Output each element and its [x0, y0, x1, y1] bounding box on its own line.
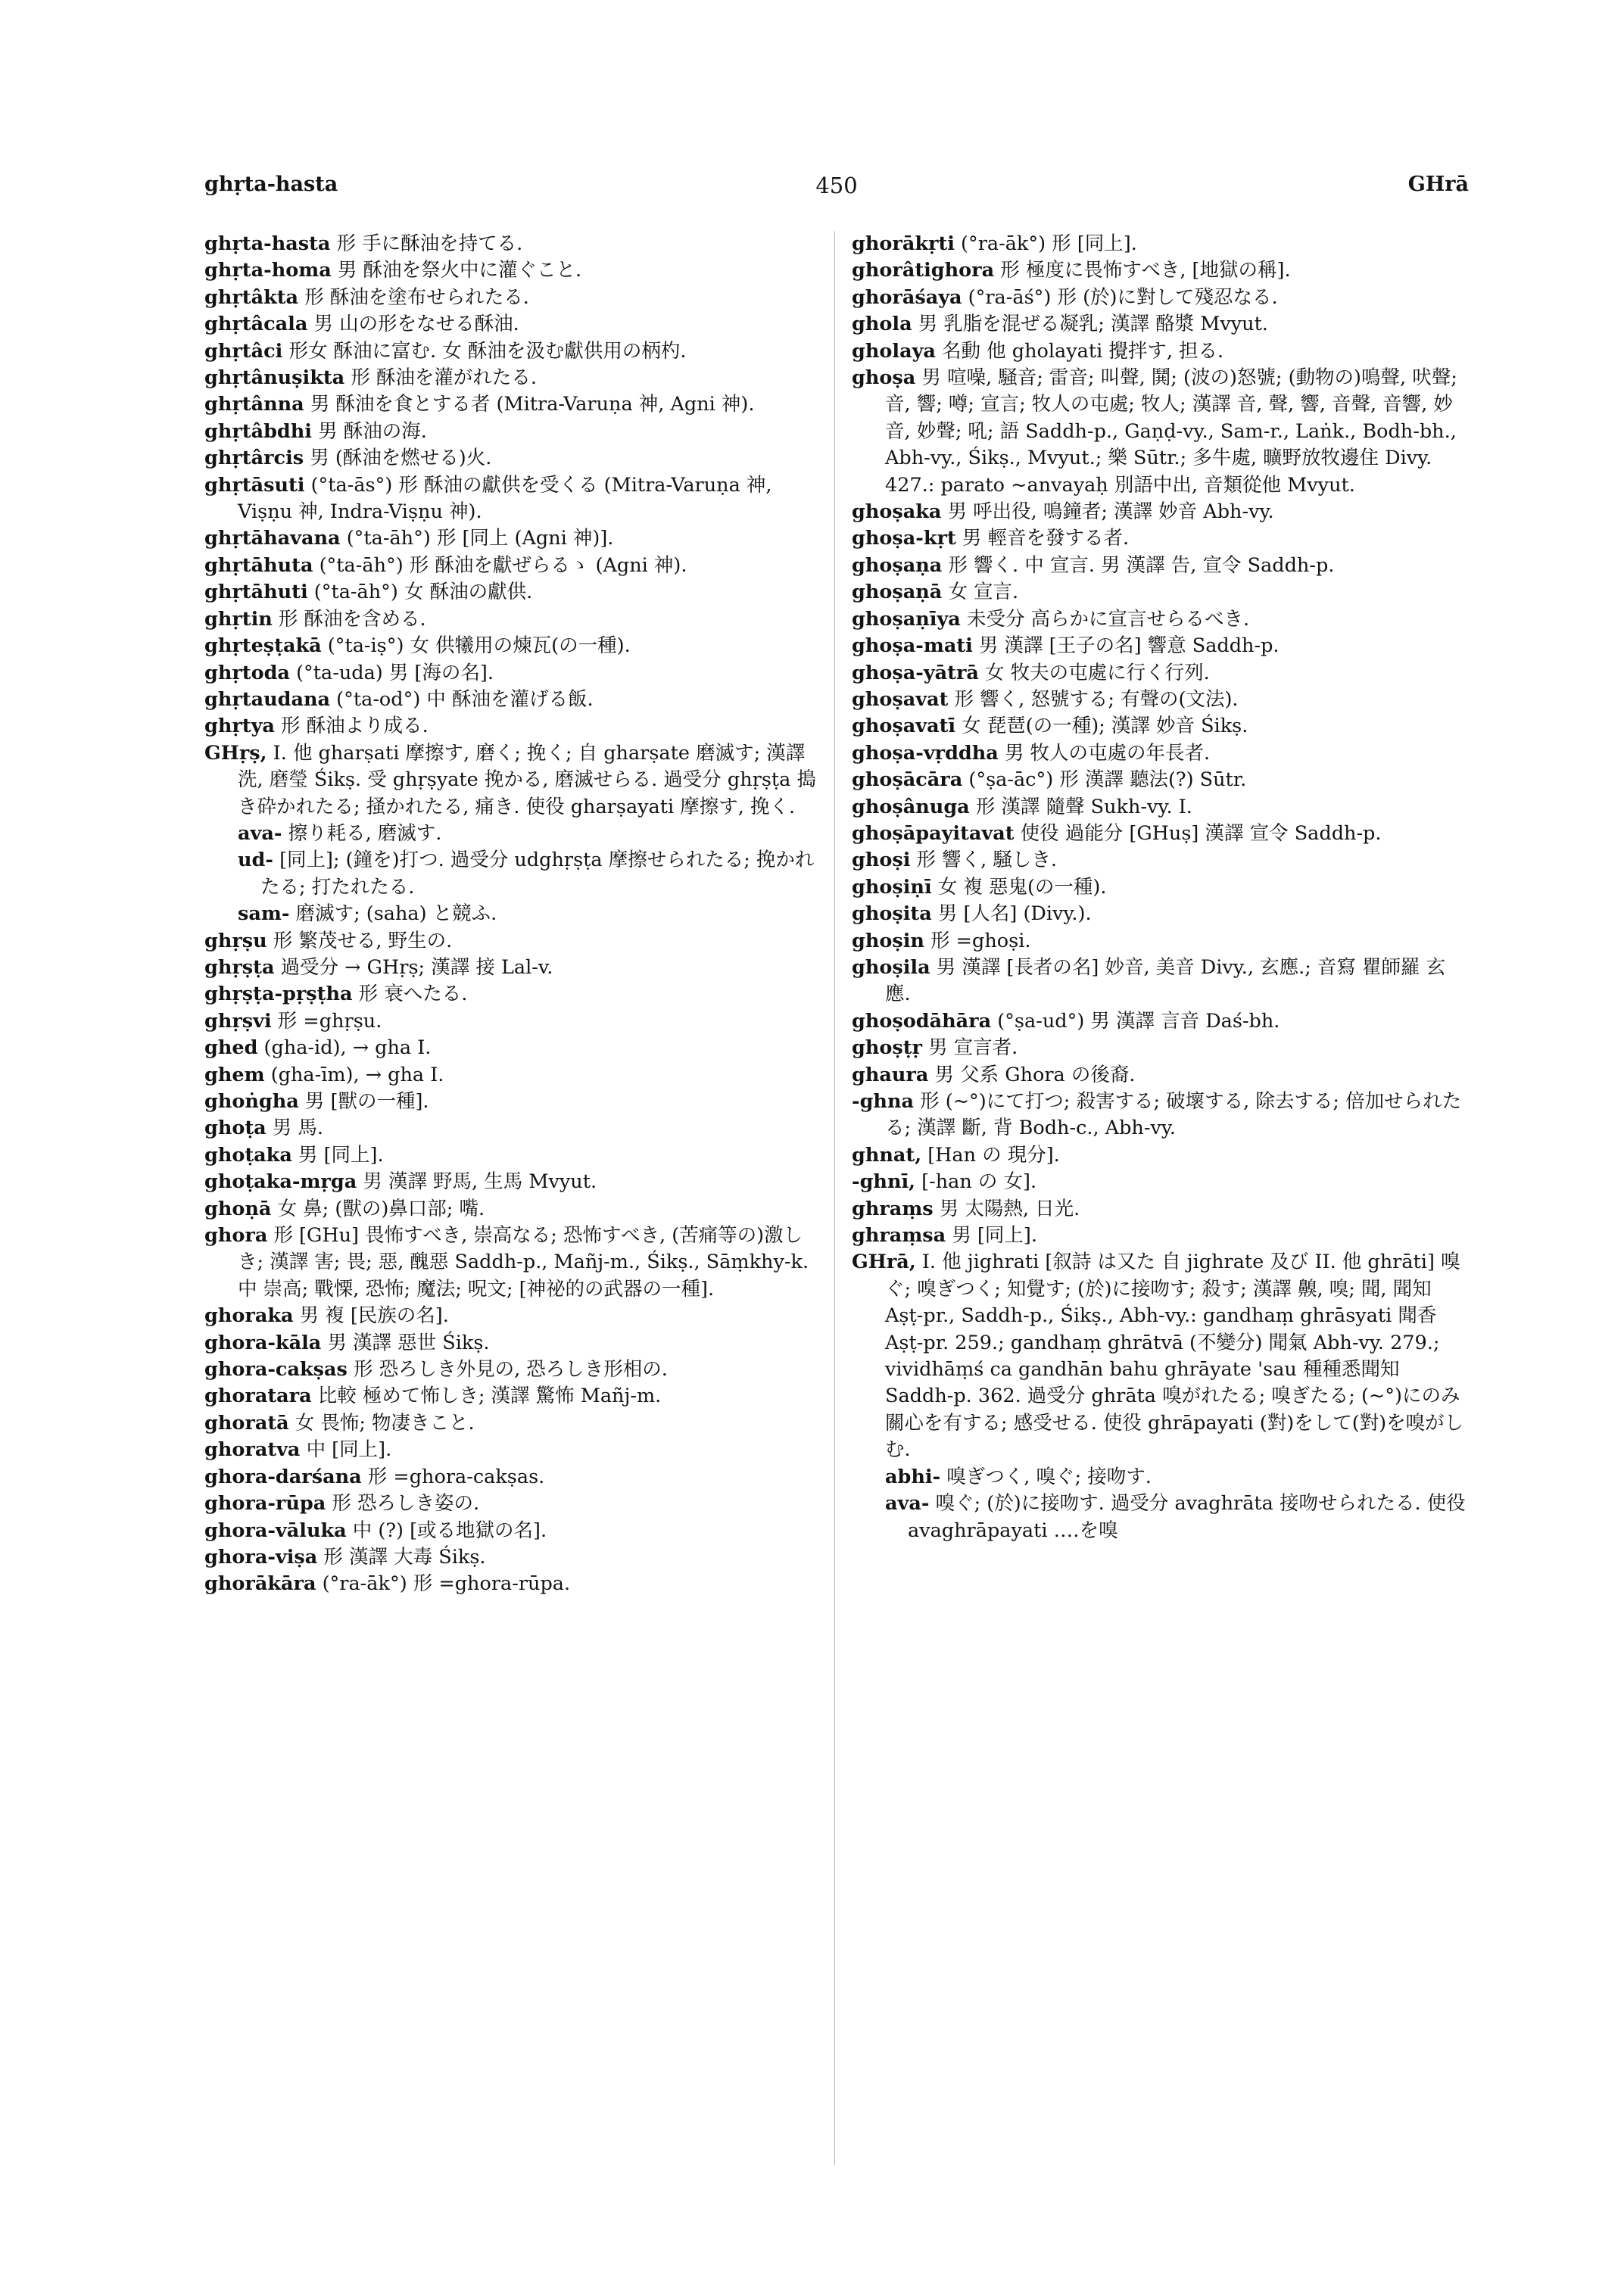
- definition: 形 響く, 騒しき.: [916, 849, 1057, 872]
- dictionary-entry: [852, 1008, 1469, 1035]
- dictionary-entry: [204, 981, 821, 1008]
- dictionary-entry: [204, 1035, 821, 1061]
- definition: (gha-id), → gha I.: [263, 1036, 432, 1060]
- definition: (°ra-āk°) 形 =ghora-rūpa.: [322, 1572, 571, 1596]
- headword: ghraṃs: [852, 1197, 934, 1220]
- headword: ghṛtoda: [204, 661, 290, 684]
- headword: ghoṣāpayitavat: [852, 821, 1015, 845]
- headword: ghṛtin: [204, 607, 273, 631]
- definition: (°ra-āk°) 形 [同上].: [961, 232, 1137, 255]
- definition: 名動 他 gholayati 攪拌す, 担る.: [942, 339, 1224, 363]
- dictionary-entry: [204, 419, 821, 445]
- definition: 女 琵琶(の一種); 漢譯 妙音 Śikṣ.: [962, 715, 1248, 738]
- dictionary-entry: [852, 1196, 1469, 1223]
- dictionary-entry: [852, 713, 1469, 740]
- headword: ghoṣiṇī: [852, 875, 932, 899]
- definition: 形 衰へたる.: [358, 983, 468, 1006]
- dictionary-entry: [204, 257, 821, 284]
- header-right-guide-word: GHrā: [1407, 173, 1469, 196]
- page-header: [204, 173, 1469, 210]
- dictionary-entry: [204, 391, 821, 418]
- dictionary-entry: [852, 1062, 1469, 1089]
- sub-entry: [852, 1491, 1469, 1544]
- dictionary-entry: [204, 1491, 821, 1517]
- headword: ghora: [204, 1224, 268, 1248]
- dictionary-entry: [204, 660, 821, 687]
- definition: 男 太陽熱, 日光.: [939, 1197, 1080, 1220]
- headword: ghoṣaka: [852, 500, 942, 524]
- definition: I. 他 gharṣati 摩擦す, 磨く; 挽く; 自 gharṣate 磨滅す; 漢譯 洗, 磨瑩 Śikṣ. 受 ghṛṣyate 挽かる, 磨滅せらる. 過受分 ghṛṣṭa 搗き砕かれたる; 掻かれたる, 痛き. 使役 gharṣayati 摩擦す, 挽く.: [238, 741, 816, 818]
- headword: ghoṣa: [852, 366, 916, 390]
- definition: 比較 極めて怖しき; 漢譯 驚怖 Mañj-m.: [317, 1385, 662, 1408]
- dictionary-entry: [852, 874, 1469, 901]
- headword: ghoṣaṇā: [852, 581, 943, 604]
- dictionary-entry: [852, 687, 1469, 713]
- definition: 擦り耗る, 磨滅す.: [288, 821, 442, 845]
- headword: ghṛtâbdhi: [204, 419, 312, 443]
- definition: 形 手に酥油を持てる.: [336, 232, 523, 255]
- headword: -ghnī,: [852, 1170, 916, 1194]
- definition: 男 [人名] (Divy.).: [937, 902, 1092, 926]
- dictionary-entry: [204, 1571, 821, 1597]
- sub-entry: [852, 1464, 1469, 1491]
- definition: (°ta-āh°) 形 [同上 (Agni 神)].: [346, 527, 614, 550]
- dictionary-entry: [204, 1089, 821, 1115]
- headword: ghem: [204, 1063, 265, 1086]
- headword: ghora-darśana: [204, 1465, 362, 1488]
- headword: ghṛtânuṣikta: [204, 366, 345, 390]
- headword: ghora-viṣa: [204, 1545, 318, 1569]
- headword: abhi-: [885, 1465, 941, 1488]
- dictionary-entry: [204, 365, 821, 391]
- headword: ghraṃsa: [852, 1224, 946, 1248]
- dictionary-entry: [204, 472, 821, 526]
- dictionary-entry: [204, 1544, 821, 1571]
- definition: 男 輕音を發する者.: [962, 527, 1130, 550]
- headword: ghed: [204, 1036, 258, 1060]
- dictionary-entry: [852, 1142, 1469, 1169]
- headword: ghora-rūpa: [204, 1492, 326, 1516]
- dictionary-entry: [852, 847, 1469, 874]
- headword: ghoṣita: [852, 902, 932, 926]
- definition: 男 漢譯 野馬, 生馬 Mvyut.: [363, 1170, 597, 1194]
- headword: ghṛtāhuta: [204, 553, 313, 577]
- definition: 形 酥油を含める.: [278, 607, 426, 631]
- dictionary-entry: [204, 1008, 821, 1035]
- dictionary-entry: [204, 740, 821, 821]
- definition: 形 恐ろしき姿の.: [332, 1492, 480, 1516]
- headword: ghora-cakṣas: [204, 1358, 348, 1382]
- dictionary-entry: [204, 687, 821, 713]
- headword: ghorākāra: [204, 1572, 316, 1596]
- dictionary-entry: [204, 1410, 821, 1437]
- definition: 女 宣言.: [948, 581, 1019, 604]
- definition: 女 鼻; (獸の)鼻口部; 嘴.: [277, 1197, 485, 1220]
- dictionary-entry: [204, 1357, 821, 1383]
- definition: 女 牧夫の屯處に行く行列.: [985, 661, 1210, 684]
- definition: 男 (酥油を燃せる)火.: [310, 447, 492, 470]
- headword: ghorâtighora: [852, 259, 995, 282]
- headword: ghṛṣṭa-pṛṣṭha: [204, 983, 353, 1006]
- definition: 男 宣言者.: [928, 1036, 1018, 1060]
- headword: ghoraka: [204, 1304, 294, 1328]
- definition: 女 畏怖; 物凄きこと.: [295, 1411, 475, 1435]
- dictionary-entry: [852, 901, 1469, 927]
- headword: ghoṭa: [204, 1117, 267, 1140]
- headword: ghoratara: [204, 1385, 312, 1408]
- dictionary-entry: [852, 794, 1469, 821]
- definition: 形 酥油を塗布せられたる.: [304, 285, 529, 309]
- dictionary-entry: [204, 633, 821, 659]
- definition: 形 極度に畏怖すべき, [地獄の稱].: [1000, 259, 1291, 282]
- definition: 中 (?) [或る地獄の名].: [352, 1519, 547, 1542]
- dictionary-entry: [852, 740, 1469, 767]
- headword: ghorāśaya: [852, 285, 962, 309]
- definition: 男 漢譯 惡世 Śikṣ.: [327, 1331, 490, 1354]
- header-left-guide-word: ghṛta-hasta: [204, 173, 338, 196]
- headword: GHrā,: [852, 1251, 916, 1274]
- headword: ghṛtâkta: [204, 285, 299, 309]
- dictionary-entry: [204, 1437, 821, 1463]
- headword: ghoṣânuga: [852, 795, 970, 818]
- dictionary-entry: [852, 606, 1469, 633]
- headword: ghoṭaka: [204, 1143, 292, 1167]
- headword: ghoṣaṇa: [852, 553, 943, 577]
- headword: ghṛṣvi: [204, 1009, 272, 1033]
- dictionary-entry: [852, 338, 1469, 365]
- dictionary-entry: [852, 955, 1469, 1008]
- headword: ghoṣa-kṛt: [852, 527, 956, 550]
- dictionary-entry: [852, 257, 1469, 284]
- headword: ghṛtâci: [204, 339, 283, 363]
- dictionary-entry: [852, 525, 1469, 552]
- headword: ghoṣavat: [852, 687, 949, 711]
- dictionary-entry: [204, 1115, 821, 1142]
- headword: ghoṣācāra: [852, 768, 963, 792]
- dictionary-entry: [204, 1518, 821, 1544]
- definition: 形 繁茂せる, 野生の.: [273, 929, 453, 952]
- definition: 嗅ぎつく, 嗅ぐ; 接吻す.: [946, 1465, 1152, 1488]
- headword: ghoṣi: [852, 849, 911, 872]
- definition: 形 漢譯 隨聲 Sukh-vy. I.: [975, 795, 1192, 818]
- definition: (°ta-āh°) 形 酥油を獻ぜらるゝ (Agni 神).: [319, 553, 687, 577]
- definition: (°ta-od°) 中 酥油を灌げる飯.: [336, 687, 594, 711]
- dictionary-entry: [852, 767, 1469, 793]
- definition: (gha-īm), → gha I.: [270, 1063, 444, 1086]
- dictionary-entry: [204, 553, 821, 579]
- definition: 男 山の形をなせる酥油.: [313, 313, 519, 336]
- page-number: 450: [815, 173, 858, 198]
- headword: ghoṭaka-mṛga: [204, 1170, 357, 1194]
- definition: (°ṣa-āc°) 形 漢譯 聽法(?) Sūtr.: [968, 768, 1247, 792]
- headword: ghṛtāsuti: [204, 473, 305, 497]
- definition: 形 [GHu] 畏怖すべき, 崇高なる; 恐怖すべき, (苦痛等の)激しき; 漢譯 害; 畏; 惡, 醜惡 Saddh-p., Mañj-m., Śikṣ., Sāṃkhy-k. 中 崇高; 戰慄, 恐怖; 魔法; 呪文; [神祕的の武器の一種].: [238, 1224, 809, 1301]
- definition: 磨滅す; (saha) と競ふ.: [295, 902, 497, 926]
- headword: ghoṣa-vṛddha: [852, 741, 999, 765]
- headword: ghṛtāhavana: [204, 527, 341, 550]
- definition: 男 酥油の海.: [318, 419, 427, 443]
- definition: 男 漢譯 [王子の名] 響意 Saddh-p.: [978, 634, 1280, 658]
- dictionary-entry: [852, 633, 1469, 659]
- dictionary-entry: [204, 338, 821, 365]
- definition: 形 酥油より成る.: [281, 715, 429, 738]
- dictionary-entry: [852, 579, 1469, 606]
- dictionary-entry: [204, 928, 821, 955]
- definition: 形女 酥油に富む. 女 酥油を汲む獻供用の柄杓.: [288, 339, 687, 363]
- headword: ghṛtaudana: [204, 687, 331, 711]
- headword: ghoṣa-mati: [852, 634, 973, 658]
- sub-entry: [204, 821, 821, 847]
- headword: ud-: [238, 849, 273, 872]
- definition: 嗅ぐ; (於)に接吻す. 過受分 avaghrāta 接吻せられたる. 使役 avaghrāpayati ‥‥を嗅: [908, 1492, 1466, 1542]
- dictionary-entry: [204, 285, 821, 311]
- definition: (°ta-uda) 男 [海の名].: [296, 661, 494, 684]
- definition: 形 響く, 怒號する; 有聲の(文法).: [954, 687, 1239, 711]
- headword: gholaya: [852, 339, 936, 363]
- headword: ava-: [885, 1492, 930, 1516]
- headword: ghṛtâcala: [204, 313, 308, 336]
- definition: 形 響く. 中 宣言. 男 漢譯 告, 宣令 Saddh-p.: [948, 553, 1335, 577]
- definition: I. 他 jighrati [叙詩 は又た 自 jighrate 及び II. 他 ghrāti] 嗅ぐ; 嗅ぎつく; 知覺す; (於)に接吻す; 殺す; 漢譯 齅, 嗅; 聞, 聞知 Aṣṭ-pr., Saddh-p., Śikṣ., Abh-vy.: gandhaṃ ghrāsyati 聞香 Aṣṭ-pr. 259.; gandhaṃ ghrātvā (不變分) 聞氣 Abh-vy. 279.; vividhāṃś ca gandhān bahu ghrāyate 'sau 種種悉聞知 Saddh-p. 362. 過受分 ghrāta 嗅がれたる; 嗅ぎたる; (~°)にのみ關心を有する; 感受せる. 使役 ghrāpayati (對)をして(對)を嗅がしむ.: [885, 1251, 1464, 1462]
- headword: ava-: [238, 821, 282, 845]
- dictionary-entry: [852, 821, 1469, 847]
- dictionary-entry: [852, 1089, 1469, 1142]
- definition: 形 =ghoṣi.: [930, 929, 1031, 952]
- headword: ghora-vāluka: [204, 1519, 347, 1542]
- definition: 形 恐ろしき外見の, 恐ろしき形相の.: [353, 1358, 668, 1382]
- headword: ghoṣavatī: [852, 715, 956, 738]
- right-column: [852, 231, 1469, 2169]
- headword: ghaura: [852, 1063, 929, 1086]
- definition: (°ṣa-ud°) 男 漢譯 言音 Daś-bh.: [997, 1009, 1280, 1033]
- dictionary-entry: [204, 713, 821, 740]
- headword: ghoratva: [204, 1438, 301, 1462]
- definition: 形 酥油を灌がれたる.: [351, 366, 538, 390]
- definition: 未受分 高らかに宣言せらるべき.: [966, 607, 1250, 631]
- headword: ghnat,: [852, 1143, 922, 1167]
- definition: 男 呼出役, 鳴鐘者; 漢譯 妙音 Abh-vy.: [947, 500, 1274, 524]
- headword: ghoṇā: [204, 1197, 272, 1220]
- headword: ghora-kāla: [204, 1331, 322, 1354]
- dictionary-entry: [204, 1062, 821, 1089]
- definition: 男 [同上].: [952, 1224, 1037, 1248]
- dictionary-entry: [204, 1142, 821, 1169]
- definition: 女 複 惡鬼(の一種).: [937, 875, 1107, 899]
- headword: ghṛṣu: [204, 929, 267, 952]
- definition: 中 [同上].: [306, 1438, 392, 1462]
- headword: sam-: [238, 902, 290, 926]
- definition: 男 馬.: [272, 1117, 324, 1140]
- headword: ghṛta-homa: [204, 259, 332, 282]
- dictionary-entry: [204, 1169, 821, 1195]
- column-divider: [834, 231, 835, 2165]
- dictionary-entry: [204, 525, 821, 552]
- sub-entry: [204, 901, 821, 927]
- definition: 形 漢譯 大毒 Śikṣ.: [323, 1545, 486, 1569]
- headword: ghṛṣṭa: [204, 955, 275, 979]
- dictionary-entry: [852, 499, 1469, 525]
- headword: ghṛteṣṭakā: [204, 634, 322, 658]
- definition: 男 [同上].: [298, 1143, 384, 1167]
- dictionary-entry: [204, 1196, 821, 1223]
- definition: 男 酥油を食とする者 (Mitra-Varuṇa 神, Agni 神).: [310, 393, 755, 416]
- headword: ghṛtânna: [204, 393, 304, 416]
- dictionary-entry: [852, 1169, 1469, 1195]
- headword: ghoṣa-yātrā: [852, 661, 979, 684]
- definition: 男 乳脂を混ぜる凝乳; 漢譯 酪漿 Mvyut.: [918, 313, 1268, 336]
- headword: ghoṣila: [852, 955, 930, 979]
- dictionary-entry: [204, 606, 821, 633]
- dictionary-entry: [852, 365, 1469, 499]
- headword: GHṛṣ,: [204, 741, 267, 765]
- definition: [Han の 現分].: [927, 1143, 1060, 1167]
- definition: 形 =ghṛṣu.: [277, 1009, 382, 1033]
- definition: [-han の 女].: [921, 1170, 1037, 1194]
- definition: 男 喧噪, 騒音; 雷音; 叫聲, 鬨; (波の)怒號; (動物の)鳴聲, 吠聲; 音, 響; 噂; 宣言; 牧人の屯處; 牧人; 漢譯 音, 聲, 響, 音聲, 音響, 妙音, 妙聲; 吼; 語 Saddh-p., Gaṇḍ-vy., Sam-r., Laṅk., Bodh-bh., Abh-vy., Śikṣ., Mvyut.; 樂 Sūtr.; 多牛處, 曠野放牧邊住 Divy. 427.: parato ~anvayaḥ 別語中出, 音類從他 Mvyut.: [885, 366, 1457, 497]
- headword: ghorākṛti: [852, 232, 955, 255]
- dictionary-entry: [204, 955, 821, 981]
- dictionary-entry: [204, 579, 821, 606]
- dictionary-entry: [204, 1383, 821, 1410]
- headword: ghoṣaṇīya: [852, 607, 961, 631]
- definition: 男 父系 Ghora の後裔.: [934, 1063, 1136, 1086]
- definition: [同上]; (鐘を)打つ. 過受分 udghṛṣṭa 摩擦せられたる; 挽かれたる; 打たれたる.: [260, 849, 815, 899]
- definition: 使役 過能分 [GHuṣ] 漢譯 宣令 Saddh-p.: [1020, 821, 1382, 845]
- dictionary-entry: [852, 660, 1469, 687]
- headword: ghoṣodāhāra: [852, 1009, 992, 1033]
- definition: (°ra-āś°) 形 (於)に對して殘忍なる.: [968, 285, 1278, 309]
- dictionary-entry: [204, 1330, 821, 1357]
- definition: (°ta-āh°) 女 酥油の獻供.: [313, 581, 533, 604]
- dictionary-entry: [204, 1464, 821, 1491]
- dictionary-entry: [852, 285, 1469, 311]
- definition: 形 (~°)にて打つ; 殺害する; 破壞する, 除去する; 倍加せられたる; 漢譯 斷, 背 Bodh-c., Abh-vy.: [885, 1090, 1462, 1140]
- headword: ghṛtârcis: [204, 447, 304, 470]
- definition: (°ta-iṣ°) 女 供犧用の煉瓦(の一種).: [327, 634, 631, 658]
- headword: ghoṣṭṛ: [852, 1036, 922, 1060]
- headword: ghoratā: [204, 1411, 289, 1435]
- dictionary-entry: [204, 311, 821, 338]
- headword: ghoṣin: [852, 929, 924, 952]
- definition: (°ta-ās°) 形 酥油の獻供を受くる (Mitra-Varuṇa 神, Viṣṇu 神, Indra-Viṣṇu 神).: [238, 473, 772, 524]
- dictionary-entry: [852, 928, 1469, 955]
- left-column: [204, 231, 821, 2169]
- headword: ghṛtya: [204, 715, 275, 738]
- definition: 過受分 → GHṛṣ; 漢譯 接 Lal-v.: [280, 955, 553, 979]
- headword: ghoṅgha: [204, 1090, 299, 1113]
- definition: 男 複 [民族の名].: [299, 1304, 449, 1328]
- definition: 男 [獸の一種].: [304, 1090, 429, 1113]
- dictionary-entry: [852, 311, 1469, 338]
- headword: ghola: [852, 313, 912, 336]
- dictionary-entry: [204, 231, 821, 257]
- sub-entry: [204, 847, 821, 901]
- dictionary-entry: [204, 1223, 821, 1303]
- dictionary-entry: [852, 553, 1469, 579]
- definition: 形 =ghora-cakṣas.: [367, 1465, 545, 1488]
- dictionary-entry: [852, 1249, 1469, 1463]
- dictionary-entry: [852, 1035, 1469, 1061]
- dictionary-entry: [204, 1303, 821, 1329]
- headword: ghṛta-hasta: [204, 232, 331, 255]
- headword: ghṛtāhuti: [204, 581, 308, 604]
- definition: 男 牧人の屯處の年長者.: [1004, 741, 1211, 765]
- definition: 男 漢譯 [長者の名] 妙音, 美音 Divy., 玄應.; 音寫 瞿師羅 玄應.: [885, 955, 1446, 1006]
- headword: -ghna: [852, 1090, 915, 1113]
- definition: 男 酥油を祭火中に灌ぐこと.: [337, 259, 582, 282]
- dictionary-entry: [204, 445, 821, 472]
- dictionary-entry: [852, 1223, 1469, 1249]
- dictionary-entry: [852, 231, 1469, 257]
